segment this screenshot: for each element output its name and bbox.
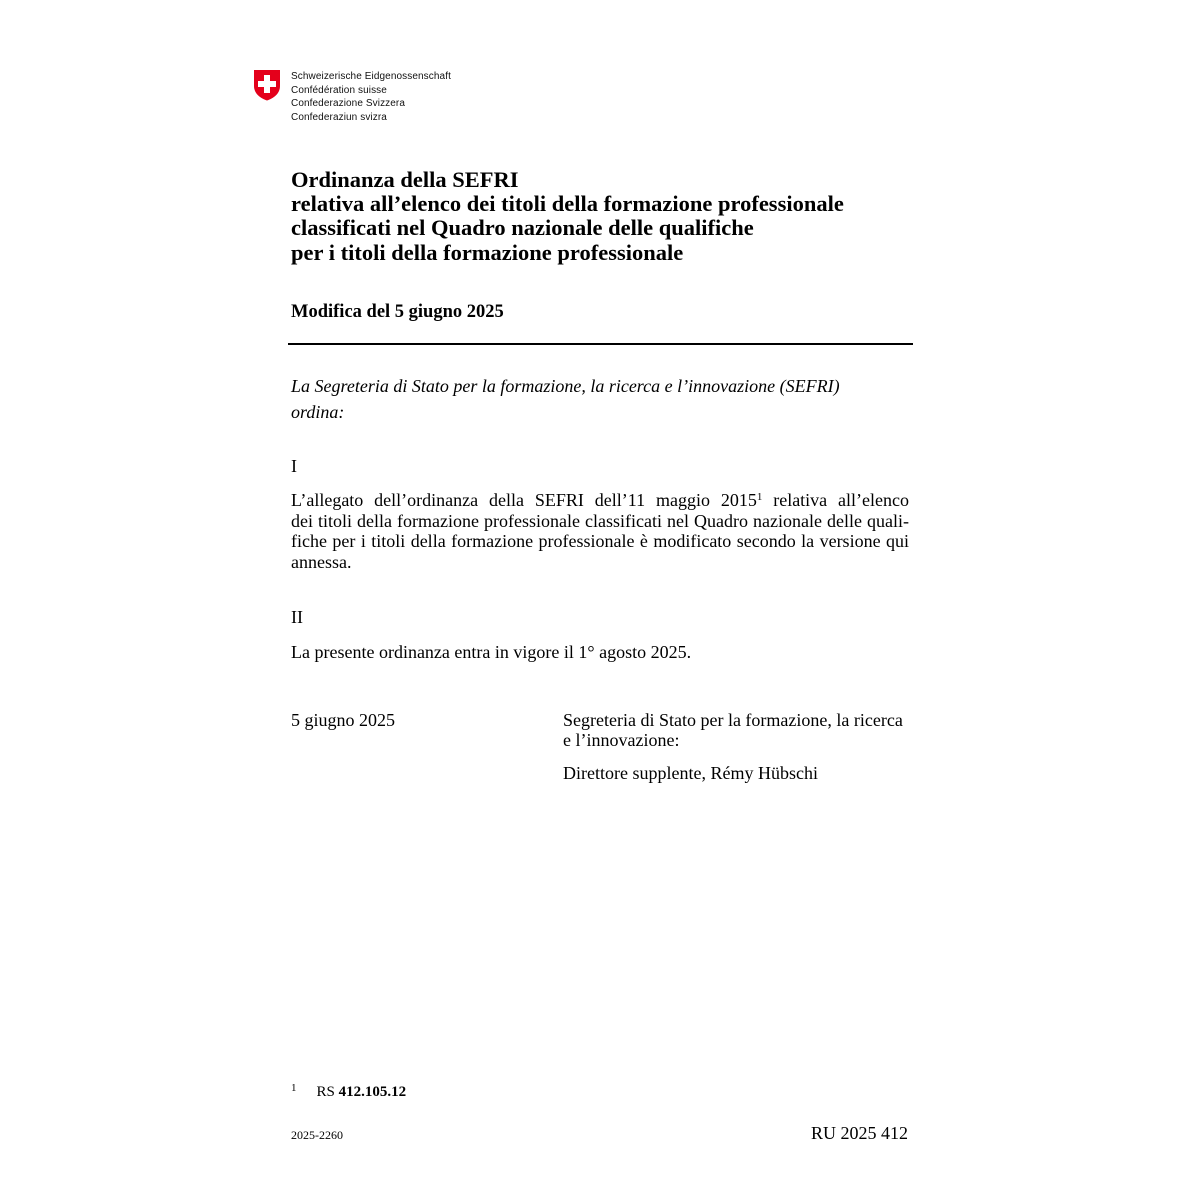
authority-line: Segreteria di Stato per la formazione, la ricerca: [563, 710, 903, 730]
document-title: [291, 168, 931, 265]
paragraph-line: [291, 490, 909, 511]
federation-name-de: Schweizerische Eidgenossenschaft: [291, 71, 451, 82]
title-line: relativa all’elenco dei titoli della formazione professionale: [291, 191, 844, 217]
official-compilation-reference: RU 2025 412: [811, 1123, 909, 1143]
federation-name-it: Confederazione Svizzera: [291, 98, 406, 109]
swiss-cross-shield-icon: [253, 69, 281, 101]
document-number: 2025-2260: [291, 1128, 343, 1142]
signature-date: 5 giugno 2025: [291, 710, 396, 730]
paragraph-line-text: L’allegato dell’ordinanza della SEFRI dell’11 maggio 2015: [291, 490, 757, 510]
section-number-2: II: [291, 607, 303, 627]
footnote-reference-number[interactable]: 412.105.12: [338, 1084, 407, 1100]
preamble: [291, 373, 911, 425]
amendment-date-heading: Modifica del 5 giugno 2025: [291, 302, 504, 322]
authority-line: e l’innovazione:: [563, 730, 680, 750]
federation-names: [291, 70, 451, 124]
footnote-mark: 1: [291, 1082, 297, 1094]
section-2-paragraph: La presente ordinanza entra in vigore il 1° agosto 2025.: [291, 642, 692, 662]
paragraph-line-tail: relativa all’elenco: [762, 490, 910, 510]
signer-name: Direttore supplente, Rémy Hübschi: [563, 763, 818, 783]
federation-name-rm: Confederaziun svizra: [291, 111, 387, 123]
footnote-reference[interactable]: 1: [756, 491, 763, 503]
footnote-prefix: RS: [316, 1084, 335, 1100]
title-line: classificati nel Quadro nazionale delle qualifiche: [291, 215, 754, 241]
title-line: Ordinanza della SEFRI: [291, 167, 519, 192]
footnote: [291, 1078, 406, 1102]
preamble-line: La Segreteria di Stato per la formazione, la ricerca e l’innovazione (SEFRI): [291, 376, 840, 396]
title-line: per i titoli della formazione professionale: [291, 239, 684, 265]
title-divider: [288, 343, 913, 345]
section-1-paragraph: [291, 490, 909, 572]
signing-authority: [563, 710, 923, 750]
paragraph-line: fiche per i titoli della formazione professionale è modificato secondo la versione qui: [291, 531, 909, 551]
section-number-1: I: [291, 456, 297, 476]
federation-name-fr: Confédération suisse: [291, 84, 387, 96]
paragraph-line: annessa.: [291, 551, 352, 572]
preamble-line: ordina:: [291, 402, 345, 422]
paragraph-line: dei titoli della formazione professionale classificati nel Quadro nazionale delle quali-: [291, 510, 909, 531]
